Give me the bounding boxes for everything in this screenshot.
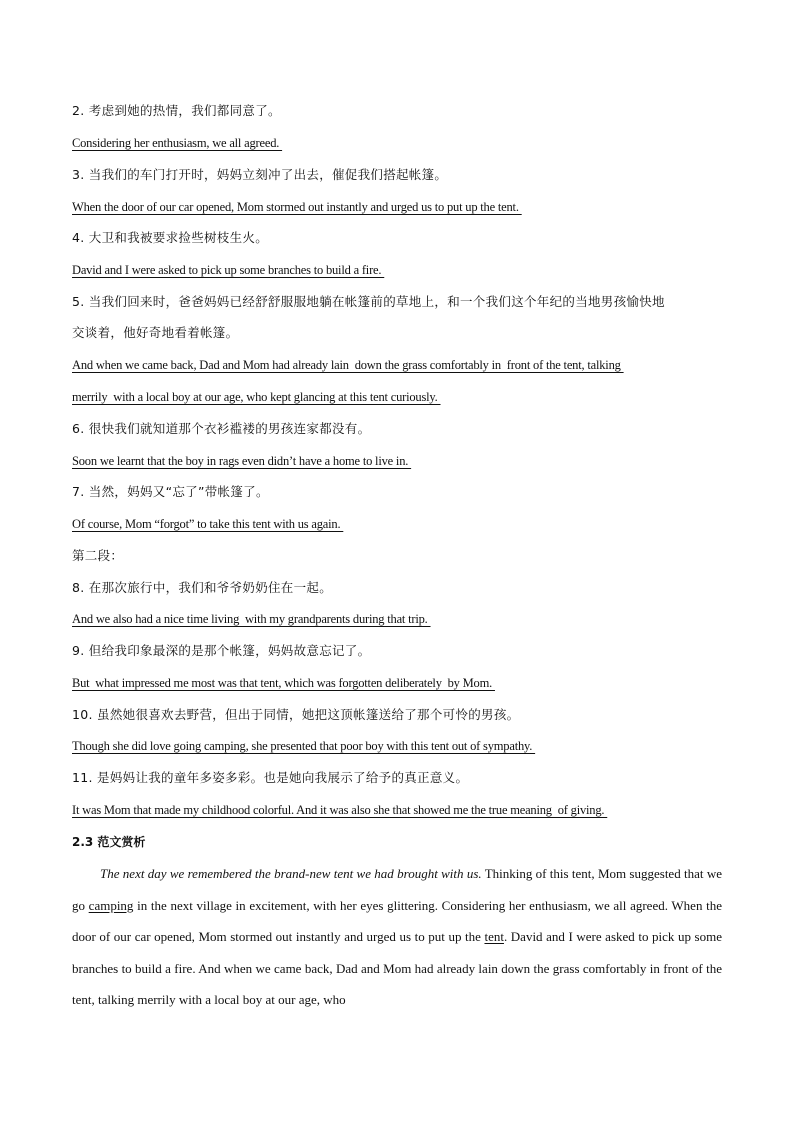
item-5-english-text-2: merrily with a local boy at our age, who kept glancing at this tent curiously. [72, 390, 441, 404]
item-9-chinese: 9. 但给我印象最深的是那个帐篷，妈妈故意忘记了。 [72, 643, 371, 658]
item-9-english-text: But what impressed me most was that tent, which was forgotten deliberately by Mom. [72, 676, 495, 690]
item-3-english-text: When the door of our car opened, Mom stormed out instantly and urged us to put up the tent. [72, 200, 522, 214]
paragraph-two-label: 第二段： [72, 548, 124, 563]
item-11-english [72, 801, 722, 819]
item-2-chinese: 2. 考虑到她的热情，我们都同意了。 [72, 103, 281, 118]
item-7-chinese: 7. 当然，妈妈又“忘了”带帐篷了。 [72, 484, 269, 499]
item-6-english [72, 452, 722, 470]
item-8-english-text: And we also had a nice time living with my grandparents during that trip. [72, 612, 431, 626]
passage-text-3: . David and I were asked to pick up some branches to build a fire. And when we came back, Dad and Mom had already lain down the grass comfortably in front of the tent, talking merrily with a local boy at our age, who [72, 929, 722, 1008]
item-10-english [72, 737, 722, 755]
item-5-english-line-1 [72, 356, 722, 374]
item-7-english [72, 515, 722, 533]
item-6-english-text: Soon we learnt that the boy in rags even didn’t have a home to live in. [72, 454, 412, 468]
item-10-english-text: Though she did love going camping, she presented that poor boy with this tent out of sympathy. [72, 739, 536, 753]
item-9-english [72, 674, 722, 692]
passage-italic-lead: The next day we remembered the brand-new tent we had brought with us. [100, 866, 482, 881]
passage-text-2: in the next village in excitement, with her eyes glittering. Considering her enthusiasm, we all agreed. When the door of our car opened, Mom stormed out instantly and urged us to put up the [72, 897, 722, 945]
item-6-chinese: 6. 很快我们就知道那个衣衫褴褛的男孩连家都没有。 [72, 421, 371, 436]
item-5-english-line-2 [72, 388, 722, 406]
model-essay-passage [72, 858, 722, 1016]
item-5-chinese-line-1: 5. 当我们回来时，爸爸妈妈已经舒舒服服地躺在帐篷前的草地上，和一个我们这个年纪的当地男孩愉快地 [72, 294, 665, 309]
item-5-chinese-line-2: 交谈着，他好奇地看着帐篷。 [72, 325, 239, 340]
item-5-english-text-1: And when we came back, Dad and Mom had already lain down the grass comfortably in front of the tent, talking [72, 358, 624, 372]
item-2-english-text: Considering her enthusiasm, we all agreed. [72, 136, 283, 150]
item-3-chinese: 3. 当我们的车门打开时，妈妈立刻冲了出去，催促我们搭起帐篷。 [72, 167, 448, 182]
item-8-chinese: 8. 在那次旅行中，我们和爷爷奶奶住在一起。 [72, 580, 333, 595]
item-3-english [72, 198, 722, 216]
item-8-english [72, 610, 722, 628]
passage-text-1: Thinking of this tent, Mom suggested that we go [72, 866, 722, 913]
item-4-english-text: David and I were asked to pick up some branches to build a fire. [72, 263, 385, 277]
item-4-english [72, 261, 722, 279]
item-2-english [72, 134, 722, 152]
item-4-chinese: 4. 大卫和我被要求捡些树枝生火。 [72, 230, 269, 245]
passage-underlined-camping: camping [88, 897, 134, 913]
item-7-english-text: Of course, Mom “forgot” to take this tent with us again. [72, 517, 344, 531]
item-10-chinese: 10. 虽然她很喜欢去野营，但出于同情，她把这顶帐篷送给了那个可怜的男孩。 [72, 707, 520, 722]
item-11-english-text: It was Mom that made my childhood colorful. And it was also she that showed me the true meaning of giving. [72, 803, 608, 817]
passage-underlined-tent: tent [484, 929, 504, 945]
section-heading: 2.3 范文赏析 [72, 835, 146, 849]
item-11-chinese: 11. 是妈妈让我的童年多姿多彩。也是她向我展示了给予的真正意义。 [72, 770, 469, 785]
